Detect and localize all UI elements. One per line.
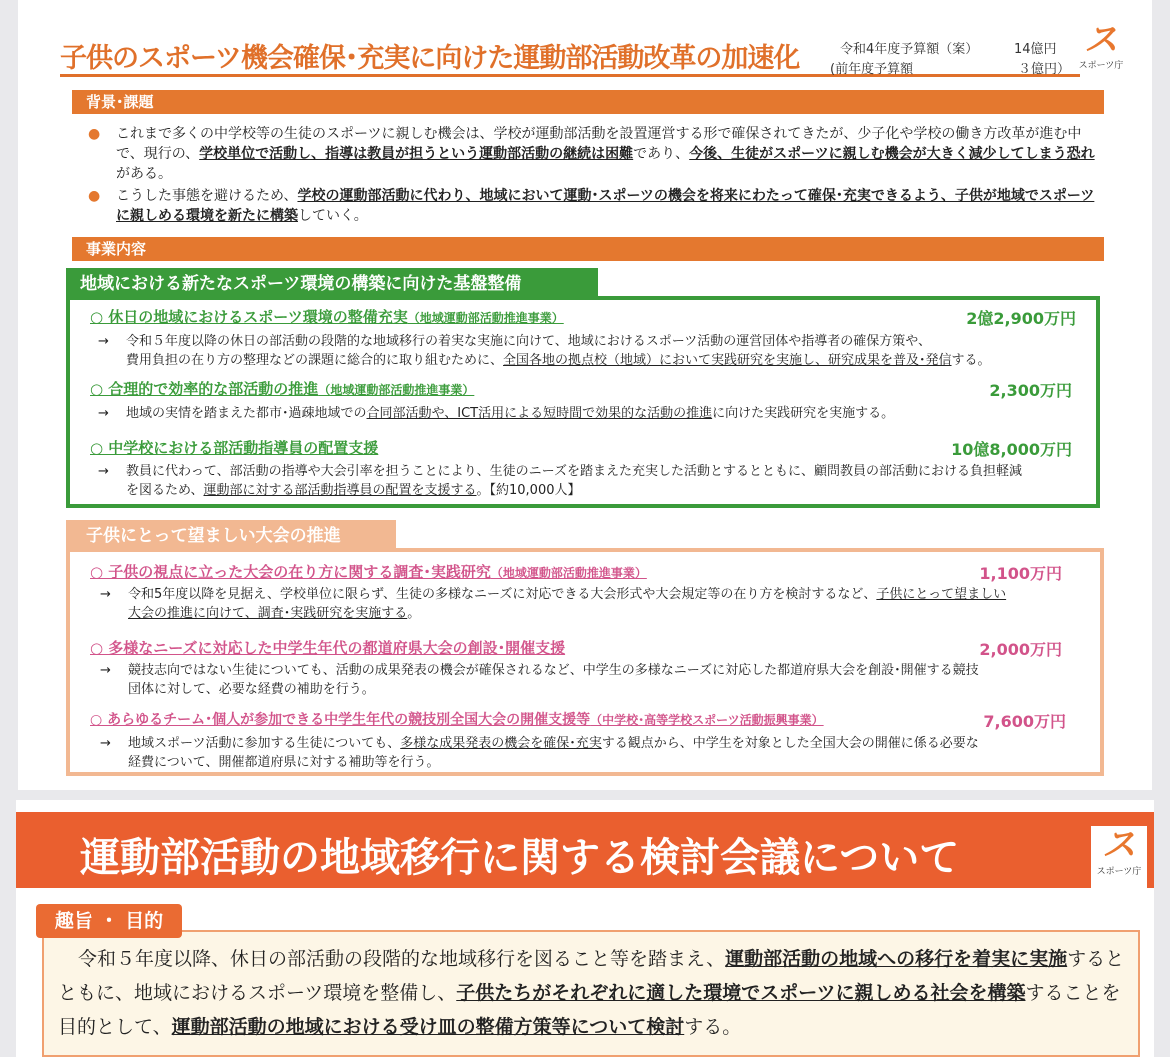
title-underline (60, 74, 1080, 77)
prev-budget-value: ３億円） (1018, 62, 1071, 77)
bullet-dot-icon: ● (88, 188, 101, 204)
council-banner (16, 812, 1154, 888)
item-heading: ○ 合理的で効率的な部活動の推進（地域運動部活動推進事業） (90, 380, 475, 398)
background-bullet-2: ● こうした事態を避けるため、学校の運動部活動に代わり、地域において運動･スポーツの機会を将来にわたって確保･充実できるよう、子供が地域でスポーツに親しめる環境を新たに構築していく。 (88, 188, 1095, 224)
budget-label: 令和4年度予算額（案） (840, 42, 979, 57)
sports-agency-logo (1076, 22, 1126, 76)
item-amount: 7,600万円 (983, 712, 1066, 731)
background-bullet-1: ● これまで多くの中学校等の生徒のスポーツに親しむ機会は、学校が運動部活動を設置運営する形で確保されてきたが、少子化や学校の働き方改革が進む中で、現行の、学校単位で活動し、指導は教員が担うという運動部活動の継続は困難であり、今後、生徒がスポーツに親しむ機会が大きく減少してしまう恐れがある。 (88, 126, 1095, 182)
logo-mark: ス (1084, 20, 1118, 60)
council-title: 運動部活動の地域移行に関する検討会議について (80, 835, 960, 881)
item-amount: 2億2,900万円 (966, 309, 1076, 328)
sports-agency-logo (1091, 826, 1147, 888)
item-amount: 2,000万円 (979, 640, 1062, 659)
item-description: → 地域の実情を踏まえた都市･過疎地域での合同部活動や、ICT活用による短時間で効果的な活動の推進に向けた実践研究を実施する。 (98, 406, 895, 421)
logo-text: スポーツ庁 (1096, 867, 1142, 877)
prev-budget-label: (前年度予算額 (830, 62, 914, 77)
page-title: 子供のスポーツ機会確保･充実に向けた運動部活動改革の加速化 (60, 43, 800, 74)
purpose-label: 趣旨 ・ 目的 (36, 904, 182, 938)
content-heading: 事業内容 (72, 237, 1104, 261)
item-description: → 教員に代わって、部活動の指導や大会引率を担うことにより、生徒のニーズを踏まえた充実した活動とするとともに、顧問教員の部活動における負担軽減 を図るため、運動部に対する部活動指導員の配置を支援する。【約10,000人】 (98, 464, 1022, 498)
green-section-title: 地域における新たなスポーツ環境の構築に向けた基盤整備 (66, 268, 598, 300)
item-description: → 令和５年度以降の休日の部活動の段階的な地域移行の着実な実施に向けて、地域におけるスポーツ活動の運営団体や指導者の確保方策や、 費用負担の在り方の整理などの課題に総合的に取り組むために、全国各地の拠点校（地域）において実践研究を実施し、研究成果を普及･発信する。 (98, 334, 991, 368)
item-heading: ○ 子供の視点に立った大会の在り方に関する調査･実践研究（地域運動部活動推進事業） (90, 563, 647, 581)
arrow-icon: → (100, 587, 111, 602)
arrow-icon: → (98, 334, 109, 349)
peach-section-title: 子供にとって望ましい大会の推進 (66, 520, 396, 552)
arrow-icon: → (100, 663, 111, 678)
logo-text: スポーツ庁 (1078, 61, 1124, 71)
item-heading: ○ 休日の地域におけるスポーツ環境の整備充実（地域運動部活動推進事業） (90, 308, 564, 326)
council-slide (16, 800, 1154, 1057)
item-heading: ○ 多様なニーズに対応した中学生年代の都道府県大会の創設･開催支援 (90, 639, 566, 657)
arrow-icon: → (98, 406, 109, 421)
arrow-icon: → (98, 464, 109, 479)
item-description: → 競技志向ではない生徒についても、活動の成果発表の機会が確保されるなど、中学生の多様なニーズに対応した都道府県大会を創設･開催する競技 団体に対して、必要な経費の補助を行う。 (100, 663, 979, 697)
item-amount: 2,300万円 (989, 381, 1072, 400)
purpose-box (42, 930, 1140, 1057)
item-description: → 令和5年度以降を見据え、学校単位に限らず、生徒の多様なニーズに対応できる大会形式や大会規定等の在り方を検討するなど、子供にとって望ましい 大会の推進に向けて、調査･実践研究を実施する。 (100, 587, 1007, 621)
item-heading: ○ あらゆるチーム･個人が参加できる中学生年代の競技別全国大会の開催支援等（中学校･高等学校スポーツ活動振興事業） (90, 712, 824, 728)
background-heading: 背景･課題 (72, 90, 1104, 114)
budget-value: 14億円 (1014, 42, 1057, 57)
purpose-text: 令和５年度以降、休日の部活動の段階的な地域移行を図ること等を踏まえ、運動部活動の地域への移行を着実に実施するとともに、地域におけるスポーツ環境を整備し、子供たちがそれぞれに適した環境でスポーツに親しめる社会を構築することを目的として、運動部活動の地域における受け皿の整備方策等について検討する。 (58, 948, 1125, 1038)
item-heading: ○ 中学校における部活動指導員の配置支援 (90, 439, 379, 457)
bullet-dot-icon: ● (88, 126, 101, 142)
logo-mark: ス (1102, 825, 1136, 865)
item-description: → 地域スポーツ活動に参加する生徒についても、多様な成果発表の機会を確保･充実する観点から、中学生を対象とした全国大会の開催に係る必要な 経費について、開催都道府県に対する補助等を行う。 (100, 736, 979, 770)
item-amount: 10億8,000万円 (951, 440, 1072, 459)
item-amount: 1,100万円 (979, 564, 1062, 583)
arrow-icon: → (100, 736, 111, 751)
